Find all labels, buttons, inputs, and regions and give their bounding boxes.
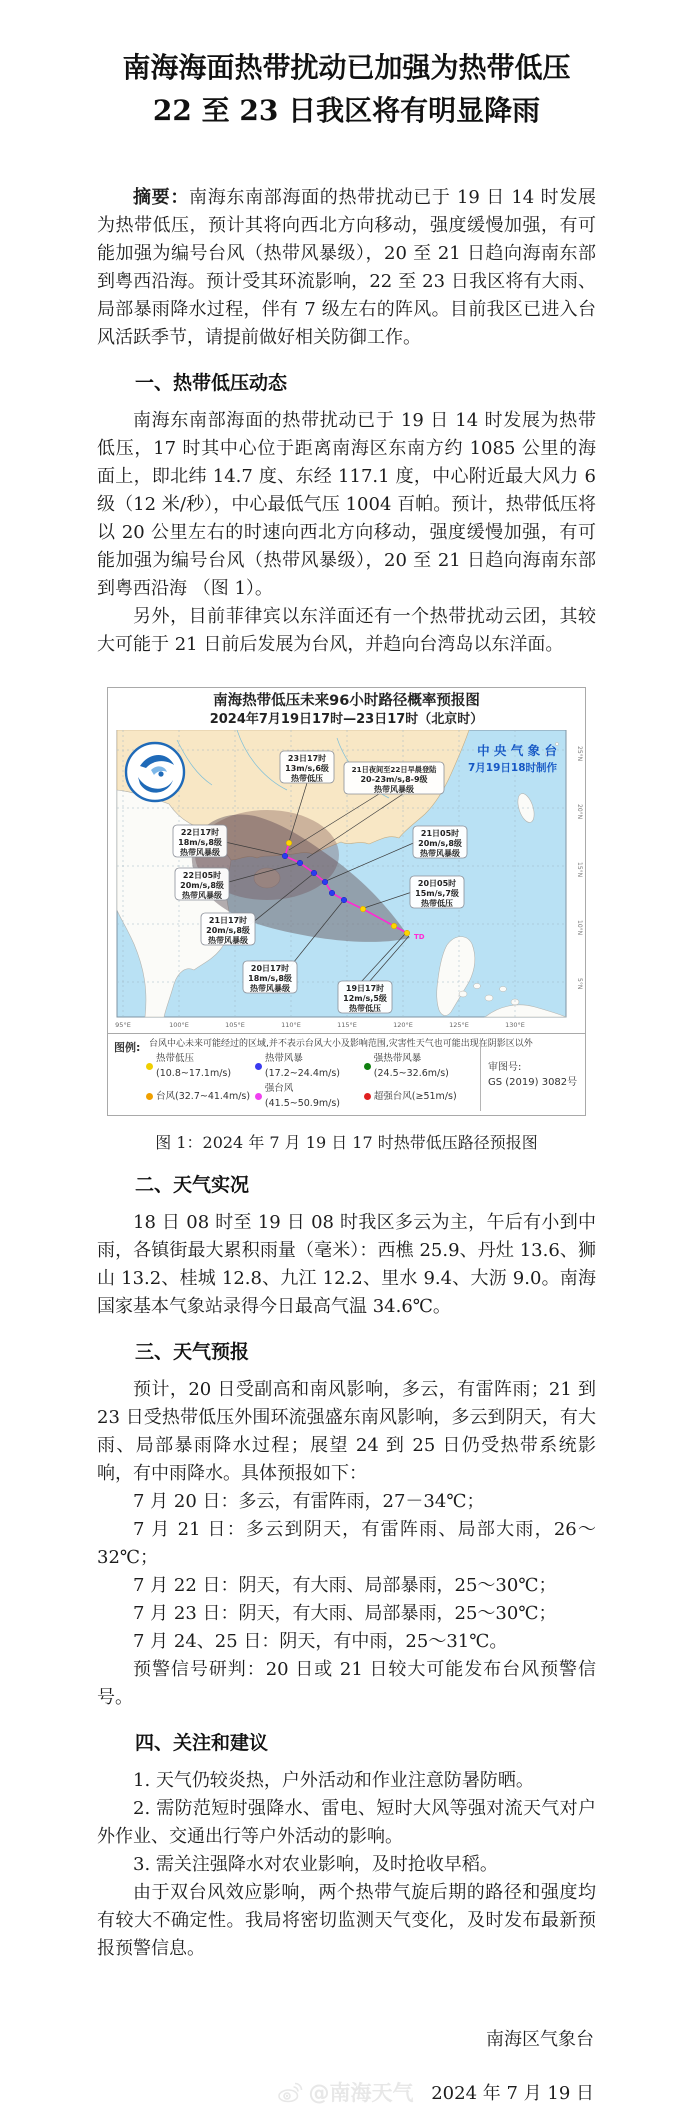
map-title: 南海热带低压未来96小时路径概率预报图	[213, 693, 480, 709]
svg-text:20日05时: 20日05时	[417, 879, 457, 889]
forecast-line-jul22: 7 月 22 日：阴天，有大雨、局部暴雨，25～30℃；	[133, 1575, 557, 1596]
track-label-19d17h	[338, 981, 392, 1013]
track-label-21d05h	[413, 826, 467, 858]
document-title-line1: 南海海面热带扰动已加强为热带低压	[122, 51, 571, 84]
signature-date: 2024 年 7 月 19 日	[431, 2083, 594, 2104]
ty-dot-icon	[146, 1093, 153, 1100]
map-title-box	[108, 688, 585, 728]
legend-row-2	[146, 1081, 476, 1111]
svg-text:18m/s,8级: 18m/s,8级	[178, 838, 222, 847]
svg-text:热带低压: 热带低压	[421, 898, 453, 908]
forecast-line-jul24-25: 7 月 24、25 日：阴天，有中雨，25～31℃。	[133, 1631, 508, 1652]
svg-text:热带风暴级: 热带风暴级	[180, 847, 220, 857]
weibo-eye-icon	[277, 2081, 303, 2103]
forecast-line-jul20: 7 月 20 日：多云，有雷阵雨，27－34℃；	[133, 1491, 485, 1512]
svg-text:热带低压: 热带低压	[349, 1003, 381, 1013]
svg-text:23日17时: 23日17时	[287, 754, 327, 764]
map-island	[474, 983, 481, 988]
map-island	[459, 991, 467, 997]
ssty-dot-icon	[364, 1093, 371, 1100]
cma-logo-icon	[126, 743, 184, 801]
document-title	[97, 46, 596, 132]
svg-text:热带风暴级: 热带风暴级	[208, 935, 248, 945]
suggestion-item-2: 2. 需防范短时强降水、雷电、短时大风等强对流天气对户外作业、交通出行等户外活动的影响。	[97, 1798, 596, 1847]
svg-text:5°N: 5°N	[576, 978, 583, 990]
map-subtitle: 2024年7月19日17时—23日17时（北京时）	[209, 712, 484, 727]
svg-text:20日17时: 20日17时	[250, 964, 290, 974]
svg-text:20-23m/s,8-9级: 20-23m/s,8-9级	[360, 775, 428, 784]
section2-heading: 二、天气实况	[135, 1174, 250, 1196]
section2-para: 18 日 08 时至 19 日 08 时我区多云为主，午后有小到中雨，各镇街最大累积雨量（毫米）：西樵 25.9、丹灶 13.6、狮山 13.2、桂城 12.8、九江 12.2、里水 9.4、大沥 9.0。南海国家基本气象站录得今日最高气温 34.6℃。	[97, 1212, 596, 1317]
review-number: GS (2019) 3082号	[488, 1076, 578, 1088]
legend-row-1	[146, 1051, 476, 1081]
svg-text:120°E: 120°E	[393, 1021, 413, 1029]
svg-text:130°E: 130°E	[505, 1021, 525, 1029]
map-island	[485, 995, 493, 1001]
svg-text:110°E: 110°E	[281, 1021, 301, 1029]
section4-heading: 四、关注和建议	[135, 1732, 269, 1754]
svg-text:21日夜间至22日早晨登陆: 21日夜间至22日早晨登陆	[351, 765, 437, 775]
document-title-line2: 22 至 23 日我区将有明显降雨	[152, 94, 541, 127]
track-label-landfall	[344, 762, 444, 794]
legend-cone-note	[146, 1038, 533, 1051]
map-review-number	[480, 1038, 580, 1111]
section1-para2: 另外，目前菲律宾以东洋面还有一个热带扰动云团，其较大可能于 21 日前后发展为台风，并趋向台湾岛以东洋面。	[97, 606, 596, 655]
svg-text:热带风暴级: 热带风暴级	[250, 983, 290, 993]
section3-intro: 预计，20 日受副高和南风影响，多云，有雷阵雨；21 到 23 日受热带低压外围环流强盛东南风影响，多云到阴天，有大雨、局部暴雨降水过程；展望 24 到 25 日仍受热带系统影响，有中雨降水。具体预报如下：	[97, 1379, 596, 1484]
track-label-21d17h	[201, 913, 255, 945]
suggestion-item-1: 1. 天气仍较炎热，户外活动和作业注意防暑防晒。	[133, 1770, 534, 1791]
legend-item-td: 热带低压(10.8~17.1m/s)	[146, 1051, 255, 1081]
legend-cone-note-text: 台风中心未来可能经过的区域,并不表示台风大小及影响范围,灾害性天气也可能出现在阴影区以外	[149, 1039, 533, 1049]
svg-text:20°N: 20°N	[576, 804, 583, 820]
svg-text:95°E: 95°E	[115, 1021, 131, 1029]
map-agency-label: 中 央 气 象 台	[477, 743, 557, 758]
longitude-tick-labels	[115, 1021, 525, 1029]
svg-text:100°E: 100°E	[169, 1021, 189, 1029]
legend-item-ssty: 超强台风(≥51m/s)	[364, 1081, 473, 1111]
review-label: 审图号:	[488, 1061, 522, 1073]
section3-heading: 三、天气预报	[135, 1341, 250, 1363]
svg-text:25°N: 25°N	[576, 746, 583, 762]
forecast-line-jul21: 7 月 21 日：多云到阴天，有雷阵雨、局部大雨，26～32℃；	[97, 1519, 596, 1568]
signature-org: 南海区气象台	[486, 2029, 594, 2050]
abstract-text: 南海东南部海面的热带扰动已于 19 日 14 时发展为热带低压，预计其将向西北方向移动，强度缓慢加强，有可能加强为编号台风（热带风暴级），20 至 21 日趋向海南东部到粤西沿海。预计受其环流影响，22 至 23 日我区将有大雨、局部暴雨降水过程，伴有 7 级左右的阵风。目前我区已进入台风活跃季节，请提前做好相关防御工作。	[97, 187, 597, 348]
svg-text:热带风暴级: 热带风暴级	[182, 890, 222, 900]
svg-text:20m/s,8级: 20m/s,8级	[418, 839, 462, 848]
legend-title: 图例:	[114, 1041, 141, 1054]
forecast-line-jul23: 7 月 23 日：阴天，有大雨、局部暴雨，25～30℃；	[133, 1603, 557, 1624]
svg-text:18m/s,8级: 18m/s,8级	[248, 974, 292, 983]
watermark-text: @南海天气	[308, 2081, 414, 2105]
weibo-watermark	[277, 2077, 414, 2107]
abstract-paragraph	[97, 184, 596, 352]
svg-text:12m/s,5级: 12m/s,5级	[343, 994, 387, 1003]
svg-text:20m/s,8级: 20m/s,8级	[180, 881, 224, 890]
latitude-tick-labels	[576, 746, 583, 989]
svg-text:15m/s,7级: 15m/s,7级	[415, 889, 459, 898]
ts-dot-icon	[255, 1063, 262, 1070]
figure-caption: 图 1：2024 年 7 月 19 日 17 时热带低压路径预报图	[155, 1133, 538, 1152]
svg-text:105°E: 105°E	[225, 1021, 245, 1029]
legend-item-ts: 热带风暴(17.2~24.4m/s)	[255, 1051, 364, 1081]
track-label-20d05h	[410, 876, 464, 908]
typhoon-track-map	[108, 730, 585, 1033]
section1-heading: 一、热带低压动态	[135, 372, 288, 394]
svg-text:15°N: 15°N	[576, 862, 583, 878]
svg-text:13m/s,6级: 13m/s,6级	[285, 764, 329, 773]
figure-typhoon-track-map	[107, 687, 586, 1116]
legend-item-sts: 强热带风暴(24.5~32.6m/s)	[364, 1051, 473, 1081]
svg-text:热带低压: 热带低压	[291, 773, 323, 783]
svg-text:115°E: 115°E	[337, 1021, 357, 1029]
current-position-label: TD	[414, 933, 425, 941]
svg-text:10°N: 10°N	[576, 920, 583, 936]
svg-text:21日17时: 21日17时	[208, 916, 248, 926]
warning-signal-note: 预警信号研判：20 日或 21 日较大可能发布台风预警信号。	[97, 1659, 596, 1708]
svg-text:125°E: 125°E	[449, 1021, 469, 1029]
map-issued-label: 7月19日18时制作	[467, 762, 557, 774]
svg-text:19日17时: 19日17时	[345, 984, 385, 994]
legend-item-ty: 台风(32.7~41.4m/s)	[146, 1081, 255, 1111]
legend-item-sty: 强台风(41.5~50.9m/s)	[255, 1081, 364, 1111]
track-label-23d17h	[280, 751, 334, 783]
svg-text:21日05时: 21日05时	[420, 829, 460, 839]
svg-text:22日05时: 22日05时	[182, 871, 222, 881]
svg-text:20m/s,8级: 20m/s,8级	[206, 926, 250, 935]
map-legend	[108, 1033, 585, 1115]
track-label-20d17h	[243, 961, 297, 993]
suggestion-item-3: 3. 需关注强降水对农业影响，及时抢收早稻。	[133, 1854, 498, 1875]
map-island	[500, 986, 507, 991]
section1-para1: 南海东南部海面的热带扰动已于 19 日 14 时发展为热带低压，17 时其中心位于距离南海区东南方约 1085 公里的海面上，即北纬 14.7 度、东经 117.1 度，中心附近最大风力 6 级（12 米/秒），中心最低气压 1004 百帕。预计，热带低压将以 20 公里左右的时速向西北方向移动，强度缓慢加强，有可能加强为编号台风（热带风暴级），20 至 21 日趋向海南东部到粤西沿海 （图 1）。	[97, 410, 596, 599]
svg-text:热带风暴级: 热带风暴级	[374, 784, 414, 794]
sty-dot-icon	[255, 1093, 262, 1100]
closing-paragraph: 由于双台风效应影响，两个热带气旋后期的路径和强度均有较大不确定性。我局将密切监测天气变化，及时发布最新预报预警信息。	[97, 1882, 596, 1959]
td-dot-icon	[146, 1063, 153, 1070]
sts-dot-icon	[364, 1063, 371, 1070]
track-label-22d17h	[173, 825, 227, 857]
abstract-label: 摘要：	[133, 187, 190, 208]
svg-text:22日17时: 22日17时	[180, 828, 220, 838]
svg-text:热带风暴级: 热带风暴级	[420, 848, 460, 858]
track-label-22d05h	[175, 868, 229, 900]
